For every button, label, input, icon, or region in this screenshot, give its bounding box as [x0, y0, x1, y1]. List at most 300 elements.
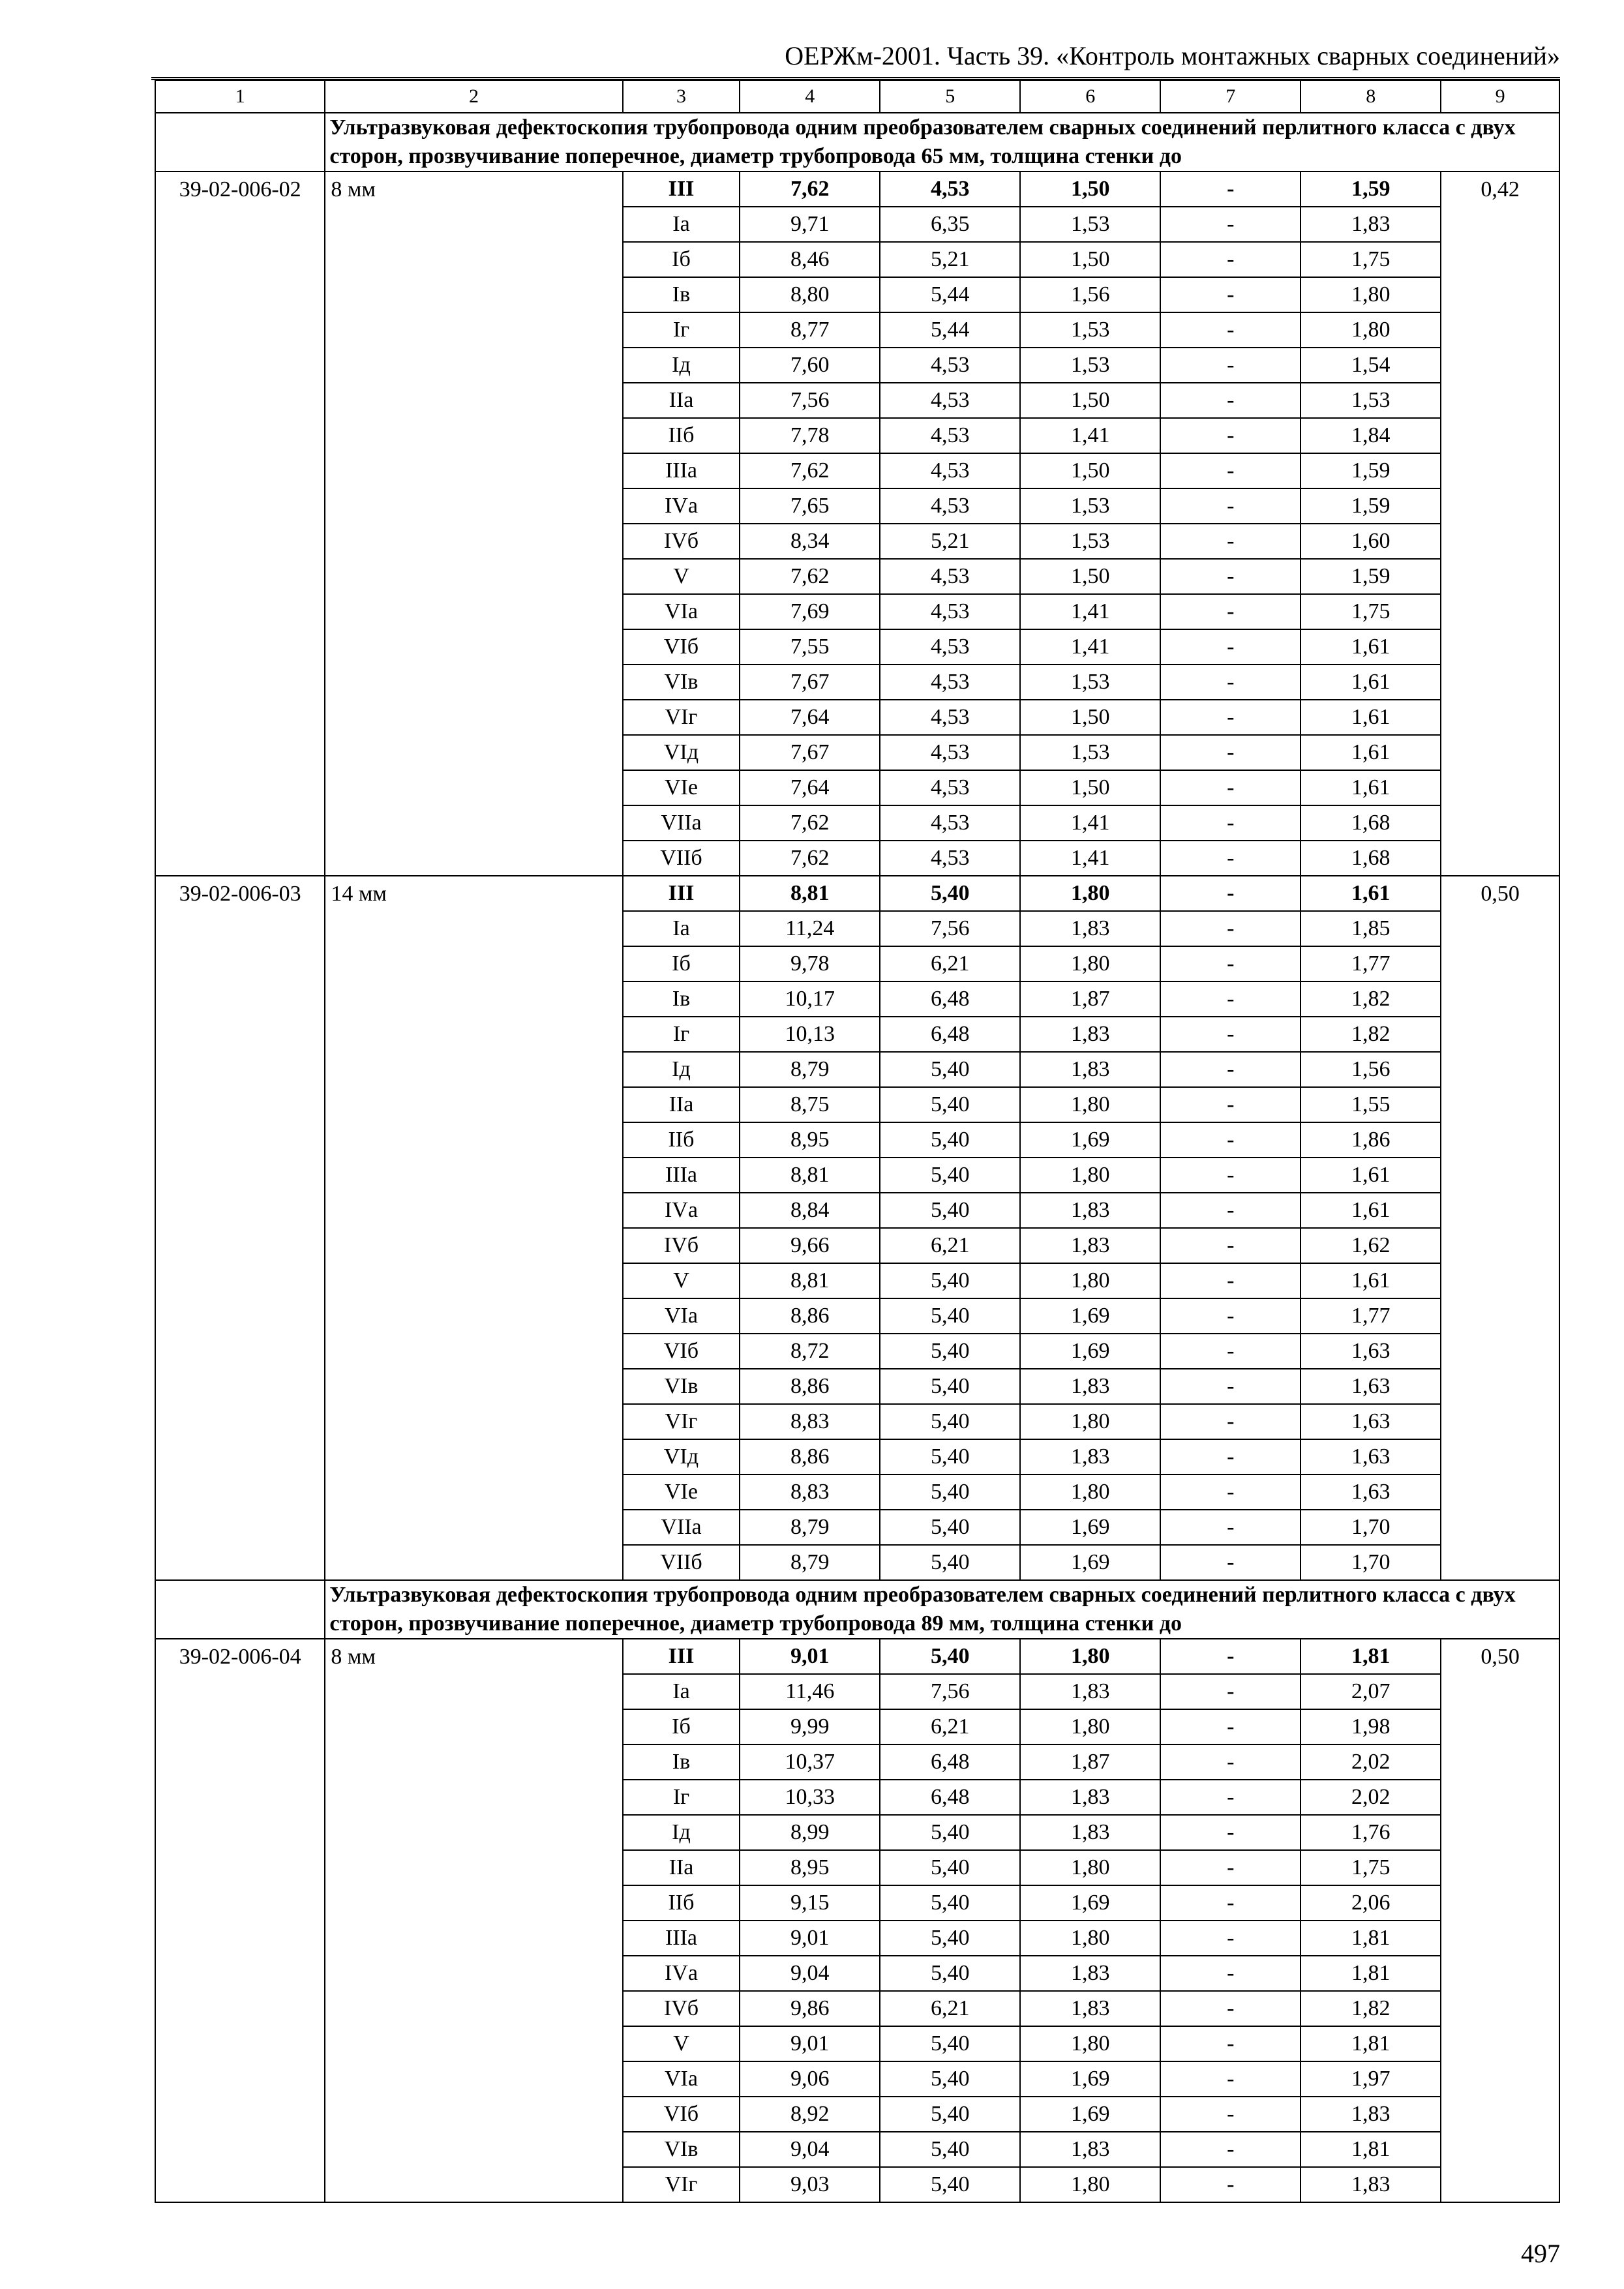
value-cell: -: [1160, 1674, 1301, 1709]
zone-code: Iб: [623, 946, 740, 981]
value-cell: -: [1160, 1885, 1301, 1921]
value-cell: 10,33: [740, 1780, 880, 1815]
value-cell: -: [1160, 735, 1301, 770]
value-cell: 8,79: [740, 1052, 880, 1087]
value-cell: 1,87: [1020, 1744, 1160, 1780]
value-cell: 5,40: [880, 1956, 1020, 1991]
zone-code: VIе: [623, 770, 740, 805]
value-cell: 9,66: [740, 1228, 880, 1263]
value-cell: 1,59: [1301, 453, 1441, 488]
value-cell: 6,48: [880, 1780, 1020, 1815]
value-cell: -: [1160, 1052, 1301, 1087]
value-cell: 5,40: [880, 2167, 1020, 2202]
value-cell: 4,53: [880, 700, 1020, 735]
value-cell: 7,56: [880, 1674, 1020, 1709]
value-cell: 5,40: [880, 1087, 1020, 1122]
zone-code: Iд: [623, 348, 740, 383]
value-cell: 5,40: [880, 1639, 1020, 1674]
zone-code: III: [623, 876, 740, 911]
value-cell: 1,80: [1301, 312, 1441, 348]
value-cell: 1,68: [1301, 841, 1441, 876]
value-cell: 1,59: [1301, 172, 1441, 207]
value-cell: 8,86: [740, 1369, 880, 1404]
value-cell: -: [1160, 946, 1301, 981]
zone-code: IVа: [623, 1956, 740, 1991]
value-cell: -: [1160, 1639, 1301, 1674]
value-cell: 9,78: [740, 946, 880, 981]
value-cell: 1,61: [1301, 770, 1441, 805]
value-cell: 1,50: [1020, 770, 1160, 805]
value-cell: 1,82: [1301, 1991, 1441, 2026]
value-cell: 5,40: [880, 2132, 1020, 2167]
value-cell: 1,75: [1301, 594, 1441, 629]
value-cell: -: [1160, 242, 1301, 277]
zone-code: IIа: [623, 383, 740, 418]
column-number: 5: [880, 80, 1020, 113]
value-cell: 1,83: [1020, 1674, 1160, 1709]
zone-code: IIб: [623, 1885, 740, 1921]
value-cell: -: [1160, 1017, 1301, 1052]
zone-code: Iа: [623, 911, 740, 946]
value-cell: 5,40: [880, 1545, 1020, 1580]
value-cell: 5,40: [880, 1052, 1020, 1087]
value-cell: 1,83: [1020, 1815, 1160, 1850]
value-cell: 7,56: [880, 911, 1020, 946]
zone-code: Iг: [623, 312, 740, 348]
value-cell: 1,77: [1301, 946, 1441, 981]
value-cell: 8,81: [740, 1263, 880, 1298]
value-cell: 1,81: [1301, 2132, 1441, 2167]
column-number: 8: [1301, 80, 1441, 113]
value-cell: 1,83: [1020, 1017, 1160, 1052]
table-row: [155, 1639, 1559, 1674]
value-cell: -: [1160, 1193, 1301, 1228]
section-title: Ультразвуковая дефектоскопия трубопровода одним преобразователем сварных соединений перлитного класса с двух сторон, прозвучивание поперечное, диаметр трубопровода 89 мм, толщина стенки до: [325, 1580, 1559, 1639]
value-cell: -: [1160, 1404, 1301, 1439]
value-cell: 1,61: [1301, 1193, 1441, 1228]
value-cell: 1,69: [1020, 1545, 1160, 1580]
value-cell: 4,53: [880, 665, 1020, 700]
value-cell: 1,50: [1020, 453, 1160, 488]
value-cell: 7,55: [740, 629, 880, 665]
value-cell: 1,70: [1301, 1510, 1441, 1545]
zone-code: Iв: [623, 277, 740, 312]
value-cell: 1,62: [1301, 1228, 1441, 1263]
table-body: [155, 80, 1559, 2202]
rate-code: 39-02-006-02: [155, 172, 325, 876]
value-cell: 8,86: [740, 1298, 880, 1334]
zone-code: IIIа: [623, 1158, 740, 1193]
value-cell: -: [1160, 876, 1301, 911]
value-cell: 1,63: [1301, 1474, 1441, 1510]
value-cell: -: [1160, 1158, 1301, 1193]
zone-code: Iа: [623, 207, 740, 242]
zone-code: V: [623, 2026, 740, 2061]
value-cell: 1,63: [1301, 1404, 1441, 1439]
value-cell: 1,56: [1301, 1052, 1441, 1087]
value-cell: -: [1160, 981, 1301, 1017]
value-cell: 6,21: [880, 1991, 1020, 2026]
value-cell: 1,53: [1020, 312, 1160, 348]
value-cell: -: [1160, 1439, 1301, 1474]
page-number: 497: [1521, 2239, 1560, 2268]
value-cell: 1,75: [1301, 1850, 1441, 1885]
value-cell: -: [1160, 1122, 1301, 1158]
value-cell: 4,53: [880, 805, 1020, 841]
value-cell: -: [1160, 1298, 1301, 1334]
zone-code: III: [623, 172, 740, 207]
value-cell: 1,80: [1301, 277, 1441, 312]
value-cell: -: [1160, 1545, 1301, 1580]
value-cell: 8,92: [740, 2097, 880, 2132]
wall-thickness: 14 мм: [325, 876, 622, 1580]
zone-code: IVа: [623, 488, 740, 524]
value-cell: 8,95: [740, 1850, 880, 1885]
value-cell: 1,80: [1020, 876, 1160, 911]
value-cell: 1,81: [1301, 1639, 1441, 1674]
value-cell: 8,81: [740, 1158, 880, 1193]
value-cell: -: [1160, 277, 1301, 312]
value-cell: 1,50: [1020, 559, 1160, 594]
value-cell: -: [1160, 665, 1301, 700]
value-cell: 4,53: [880, 383, 1020, 418]
column-number: 3: [623, 80, 740, 113]
value-cell: 1,83: [1301, 2167, 1441, 2202]
value-cell: 1,83: [1020, 1193, 1160, 1228]
value-cell: 1,61: [1301, 1263, 1441, 1298]
value-cell: 6,48: [880, 1744, 1020, 1780]
value-cell: 8,34: [740, 524, 880, 559]
column-number: 6: [1020, 80, 1160, 113]
table-row: [155, 876, 1559, 911]
value-cell: 1,61: [1301, 700, 1441, 735]
zone-code: III: [623, 1639, 740, 1674]
value-cell: 8,83: [740, 1404, 880, 1439]
wall-thickness: 8 мм: [325, 1639, 622, 2202]
value-cell: 1,80: [1020, 1850, 1160, 1885]
value-cell: 7,65: [740, 488, 880, 524]
column-number: 4: [740, 80, 880, 113]
value-cell: 1,68: [1301, 805, 1441, 841]
value-cell: 1,59: [1301, 488, 1441, 524]
value-cell: 4,53: [880, 770, 1020, 805]
value-cell: -: [1160, 207, 1301, 242]
value-cell: 1,81: [1301, 1921, 1441, 1956]
value-cell: 1,61: [1301, 629, 1441, 665]
value-cell: 4,53: [880, 559, 1020, 594]
value-cell: -: [1160, 2132, 1301, 2167]
value-cell: 9,15: [740, 1885, 880, 1921]
value-cell: 6,35: [880, 207, 1020, 242]
value-cell: 5,40: [880, 1369, 1020, 1404]
zone-code: VIа: [623, 594, 740, 629]
value-cell: 8,79: [740, 1545, 880, 1580]
value-cell: 5,40: [880, 1815, 1020, 1850]
value-cell: 7,62: [740, 841, 880, 876]
value-cell: 1,53: [1020, 348, 1160, 383]
value-cell: 1,98: [1301, 1709, 1441, 1744]
zone-code: Iв: [623, 1744, 740, 1780]
value-cell: 1,54: [1301, 348, 1441, 383]
value-cell: 1,50: [1020, 383, 1160, 418]
zone-code: VIIа: [623, 805, 740, 841]
value-cell: -: [1160, 1228, 1301, 1263]
value-cell: 1,69: [1020, 2097, 1160, 2132]
value-cell: 2,02: [1301, 1780, 1441, 1815]
value-cell: 1,69: [1020, 1510, 1160, 1545]
value-cell: 6,21: [880, 946, 1020, 981]
value-cell: 1,41: [1020, 841, 1160, 876]
value-cell: -: [1160, 770, 1301, 805]
section-header-row: [155, 1580, 1559, 1639]
value-cell: 1,61: [1301, 876, 1441, 911]
zone-code: Iб: [623, 1709, 740, 1744]
value-cell: 8,46: [740, 242, 880, 277]
value-cell: 1,61: [1301, 665, 1441, 700]
value-cell: 1,81: [1301, 2026, 1441, 2061]
value-cell: 4,53: [880, 841, 1020, 876]
value-cell: 4,53: [880, 488, 1020, 524]
value-cell: 9,71: [740, 207, 880, 242]
value-cell: 5,21: [880, 242, 1020, 277]
zone-code: VIб: [623, 1334, 740, 1369]
value-cell: 1,83: [1301, 2097, 1441, 2132]
value-cell: 11,24: [740, 911, 880, 946]
value-cell: 4,53: [880, 735, 1020, 770]
value-cell: 1,80: [1020, 1639, 1160, 1674]
value-cell: 9,03: [740, 2167, 880, 2202]
value-cell: 1,83: [1020, 2132, 1160, 2167]
zone-code: IIб: [623, 418, 740, 453]
zone-code: VIIб: [623, 1545, 740, 1580]
zone-code: IIа: [623, 1850, 740, 1885]
value-cell: 1,69: [1020, 2061, 1160, 2097]
value-cell: 8,84: [740, 1193, 880, 1228]
value-cell: 8,95: [740, 1122, 880, 1158]
value-cell: 6,48: [880, 1017, 1020, 1052]
value-cell: 5,40: [880, 1193, 1020, 1228]
value-cell: 1,69: [1020, 1334, 1160, 1369]
value-cell: -: [1160, 1474, 1301, 1510]
value-cell: 1,61: [1301, 1158, 1441, 1193]
value-cell: -: [1160, 1263, 1301, 1298]
value-cell: 1,56: [1020, 277, 1160, 312]
value-cell: 10,13: [740, 1017, 880, 1052]
zone-code: IVа: [623, 1193, 740, 1228]
value-cell: -: [1160, 524, 1301, 559]
value-cell: -: [1160, 841, 1301, 876]
value-cell: 1,83: [1020, 1369, 1160, 1404]
value-cell: 1,53: [1020, 207, 1160, 242]
zone-code: IVб: [623, 1228, 740, 1263]
zone-code: VIб: [623, 2097, 740, 2132]
value-cell: 1,55: [1301, 1087, 1441, 1122]
value-cell: 7,64: [740, 700, 880, 735]
section-blank-cell: [155, 1580, 325, 1639]
value-cell: -: [1160, 172, 1301, 207]
value-cell: 1,41: [1020, 629, 1160, 665]
zone-code: VIIа: [623, 1510, 740, 1545]
zone-code: Iг: [623, 1780, 740, 1815]
rate-code: 39-02-006-03: [155, 876, 325, 1580]
value-cell: 5,40: [880, 1263, 1020, 1298]
value-cell: 1,41: [1020, 594, 1160, 629]
header-title: ОЕРЖм-2001. Часть 39. «Контроль монтажных сварных соединений»: [785, 41, 1560, 70]
value-cell: 7,62: [740, 559, 880, 594]
value-cell: 1,83: [1301, 207, 1441, 242]
value-cell: 9,86: [740, 1991, 880, 2026]
value-cell: 1,83: [1020, 911, 1160, 946]
value-cell: -: [1160, 1780, 1301, 1815]
value-cell: -: [1160, 559, 1301, 594]
zone-code: IIб: [623, 1122, 740, 1158]
value-cell: 5,44: [880, 277, 1020, 312]
column-number: 1: [155, 80, 325, 113]
value-cell: 4,53: [880, 418, 1020, 453]
column-number: 2: [325, 80, 622, 113]
value-cell: 9,99: [740, 1709, 880, 1744]
zone-code: VIд: [623, 1439, 740, 1474]
value-cell: 1,83: [1020, 1228, 1160, 1263]
zone-code: Iа: [623, 1674, 740, 1709]
value-cell: 1,69: [1020, 1885, 1160, 1921]
value-cell: 1,80: [1020, 1921, 1160, 1956]
value-cell: 1,60: [1301, 524, 1441, 559]
value-cell: -: [1160, 383, 1301, 418]
value-cell: 7,56: [740, 383, 880, 418]
value-cell: 5,40: [880, 1474, 1020, 1510]
zone-code: IIа: [623, 1087, 740, 1122]
value-cell: 9,06: [740, 2061, 880, 2097]
value-cell: 5,40: [880, 1885, 1020, 1921]
value-cell: 5,44: [880, 312, 1020, 348]
coefficient: 0,50: [1441, 1639, 1559, 2202]
zone-code: IIIа: [623, 453, 740, 488]
column-number-row: [155, 80, 1559, 113]
value-cell: 5,21: [880, 524, 1020, 559]
value-cell: -: [1160, 1510, 1301, 1545]
value-cell: 5,40: [880, 1921, 1020, 1956]
value-cell: 7,60: [740, 348, 880, 383]
zone-code: VIг: [623, 2167, 740, 2202]
value-cell: -: [1160, 418, 1301, 453]
value-cell: -: [1160, 700, 1301, 735]
value-cell: 7,64: [740, 770, 880, 805]
value-cell: 6,21: [880, 1709, 1020, 1744]
value-cell: -: [1160, 1369, 1301, 1404]
value-cell: 8,79: [740, 1510, 880, 1545]
coefficient: 0,50: [1441, 876, 1559, 1580]
value-cell: 7,69: [740, 594, 880, 629]
value-cell: 9,01: [740, 2026, 880, 2061]
value-cell: 1,59: [1301, 559, 1441, 594]
value-cell: -: [1160, 805, 1301, 841]
column-number: 7: [1160, 80, 1301, 113]
value-cell: 9,04: [740, 1956, 880, 1991]
value-cell: 1,80: [1020, 2026, 1160, 2061]
value-cell: 2,06: [1301, 1885, 1441, 1921]
zone-code: VIб: [623, 629, 740, 665]
zone-code: IVб: [623, 524, 740, 559]
value-cell: -: [1160, 629, 1301, 665]
zone-code: VIд: [623, 735, 740, 770]
value-cell: 5,40: [880, 1439, 1020, 1474]
value-cell: 1,53: [1020, 735, 1160, 770]
value-cell: 1,50: [1020, 700, 1160, 735]
value-cell: 4,53: [880, 594, 1020, 629]
value-cell: 5,40: [880, 2026, 1020, 2061]
value-cell: -: [1160, 1921, 1301, 1956]
value-cell: 1,83: [1020, 1439, 1160, 1474]
value-cell: 6,21: [880, 1228, 1020, 1263]
value-cell: 2,02: [1301, 1744, 1441, 1780]
value-cell: 10,17: [740, 981, 880, 1017]
value-cell: 4,53: [880, 172, 1020, 207]
value-cell: 8,83: [740, 1474, 880, 1510]
value-cell: 5,40: [880, 1850, 1020, 1885]
value-cell: 4,53: [880, 348, 1020, 383]
value-cell: 8,77: [740, 312, 880, 348]
value-cell: 7,62: [740, 805, 880, 841]
value-cell: 8,86: [740, 1439, 880, 1474]
zone-code: VIа: [623, 2061, 740, 2097]
value-cell: 1,83: [1020, 1780, 1160, 1815]
value-cell: 5,40: [880, 1334, 1020, 1369]
value-cell: 1,82: [1301, 1017, 1441, 1052]
value-cell: 7,67: [740, 735, 880, 770]
coefficient: 0,42: [1441, 172, 1559, 876]
value-cell: -: [1160, 2097, 1301, 2132]
value-cell: 1,50: [1020, 172, 1160, 207]
value-cell: 9,01: [740, 1639, 880, 1674]
value-cell: -: [1160, 1709, 1301, 1744]
value-cell: 5,40: [880, 1298, 1020, 1334]
zone-code: V: [623, 1263, 740, 1298]
table-row: [155, 172, 1559, 207]
zone-code: VIе: [623, 1474, 740, 1510]
value-cell: 1,80: [1020, 2167, 1160, 2202]
value-cell: 1,83: [1020, 1956, 1160, 1991]
value-cell: -: [1160, 312, 1301, 348]
value-cell: 8,72: [740, 1334, 880, 1369]
value-cell: 1,53: [1020, 524, 1160, 559]
value-cell: 5,40: [880, 1510, 1020, 1545]
value-cell: 1,69: [1020, 1122, 1160, 1158]
rates-table: [155, 80, 1560, 2203]
value-cell: -: [1160, 1087, 1301, 1122]
value-cell: 1,97: [1301, 2061, 1441, 2097]
value-cell: 1,53: [1020, 488, 1160, 524]
value-cell: -: [1160, 2061, 1301, 2097]
value-cell: 7,78: [740, 418, 880, 453]
value-cell: -: [1160, 594, 1301, 629]
value-cell: 1,86: [1301, 1122, 1441, 1158]
zone-code: VIа: [623, 1298, 740, 1334]
value-cell: -: [1160, 2167, 1301, 2202]
section-header-row: [155, 113, 1559, 172]
column-number: 9: [1441, 80, 1559, 113]
value-cell: 1,80: [1020, 1709, 1160, 1744]
value-cell: 1,50: [1020, 242, 1160, 277]
value-cell: 7,62: [740, 453, 880, 488]
value-cell: 1,53: [1020, 665, 1160, 700]
value-cell: 1,80: [1020, 946, 1160, 981]
value-cell: -: [1160, 1850, 1301, 1885]
value-cell: 1,63: [1301, 1369, 1441, 1404]
value-cell: 4,53: [880, 453, 1020, 488]
value-cell: 1,80: [1020, 1158, 1160, 1193]
value-cell: 1,80: [1020, 1087, 1160, 1122]
